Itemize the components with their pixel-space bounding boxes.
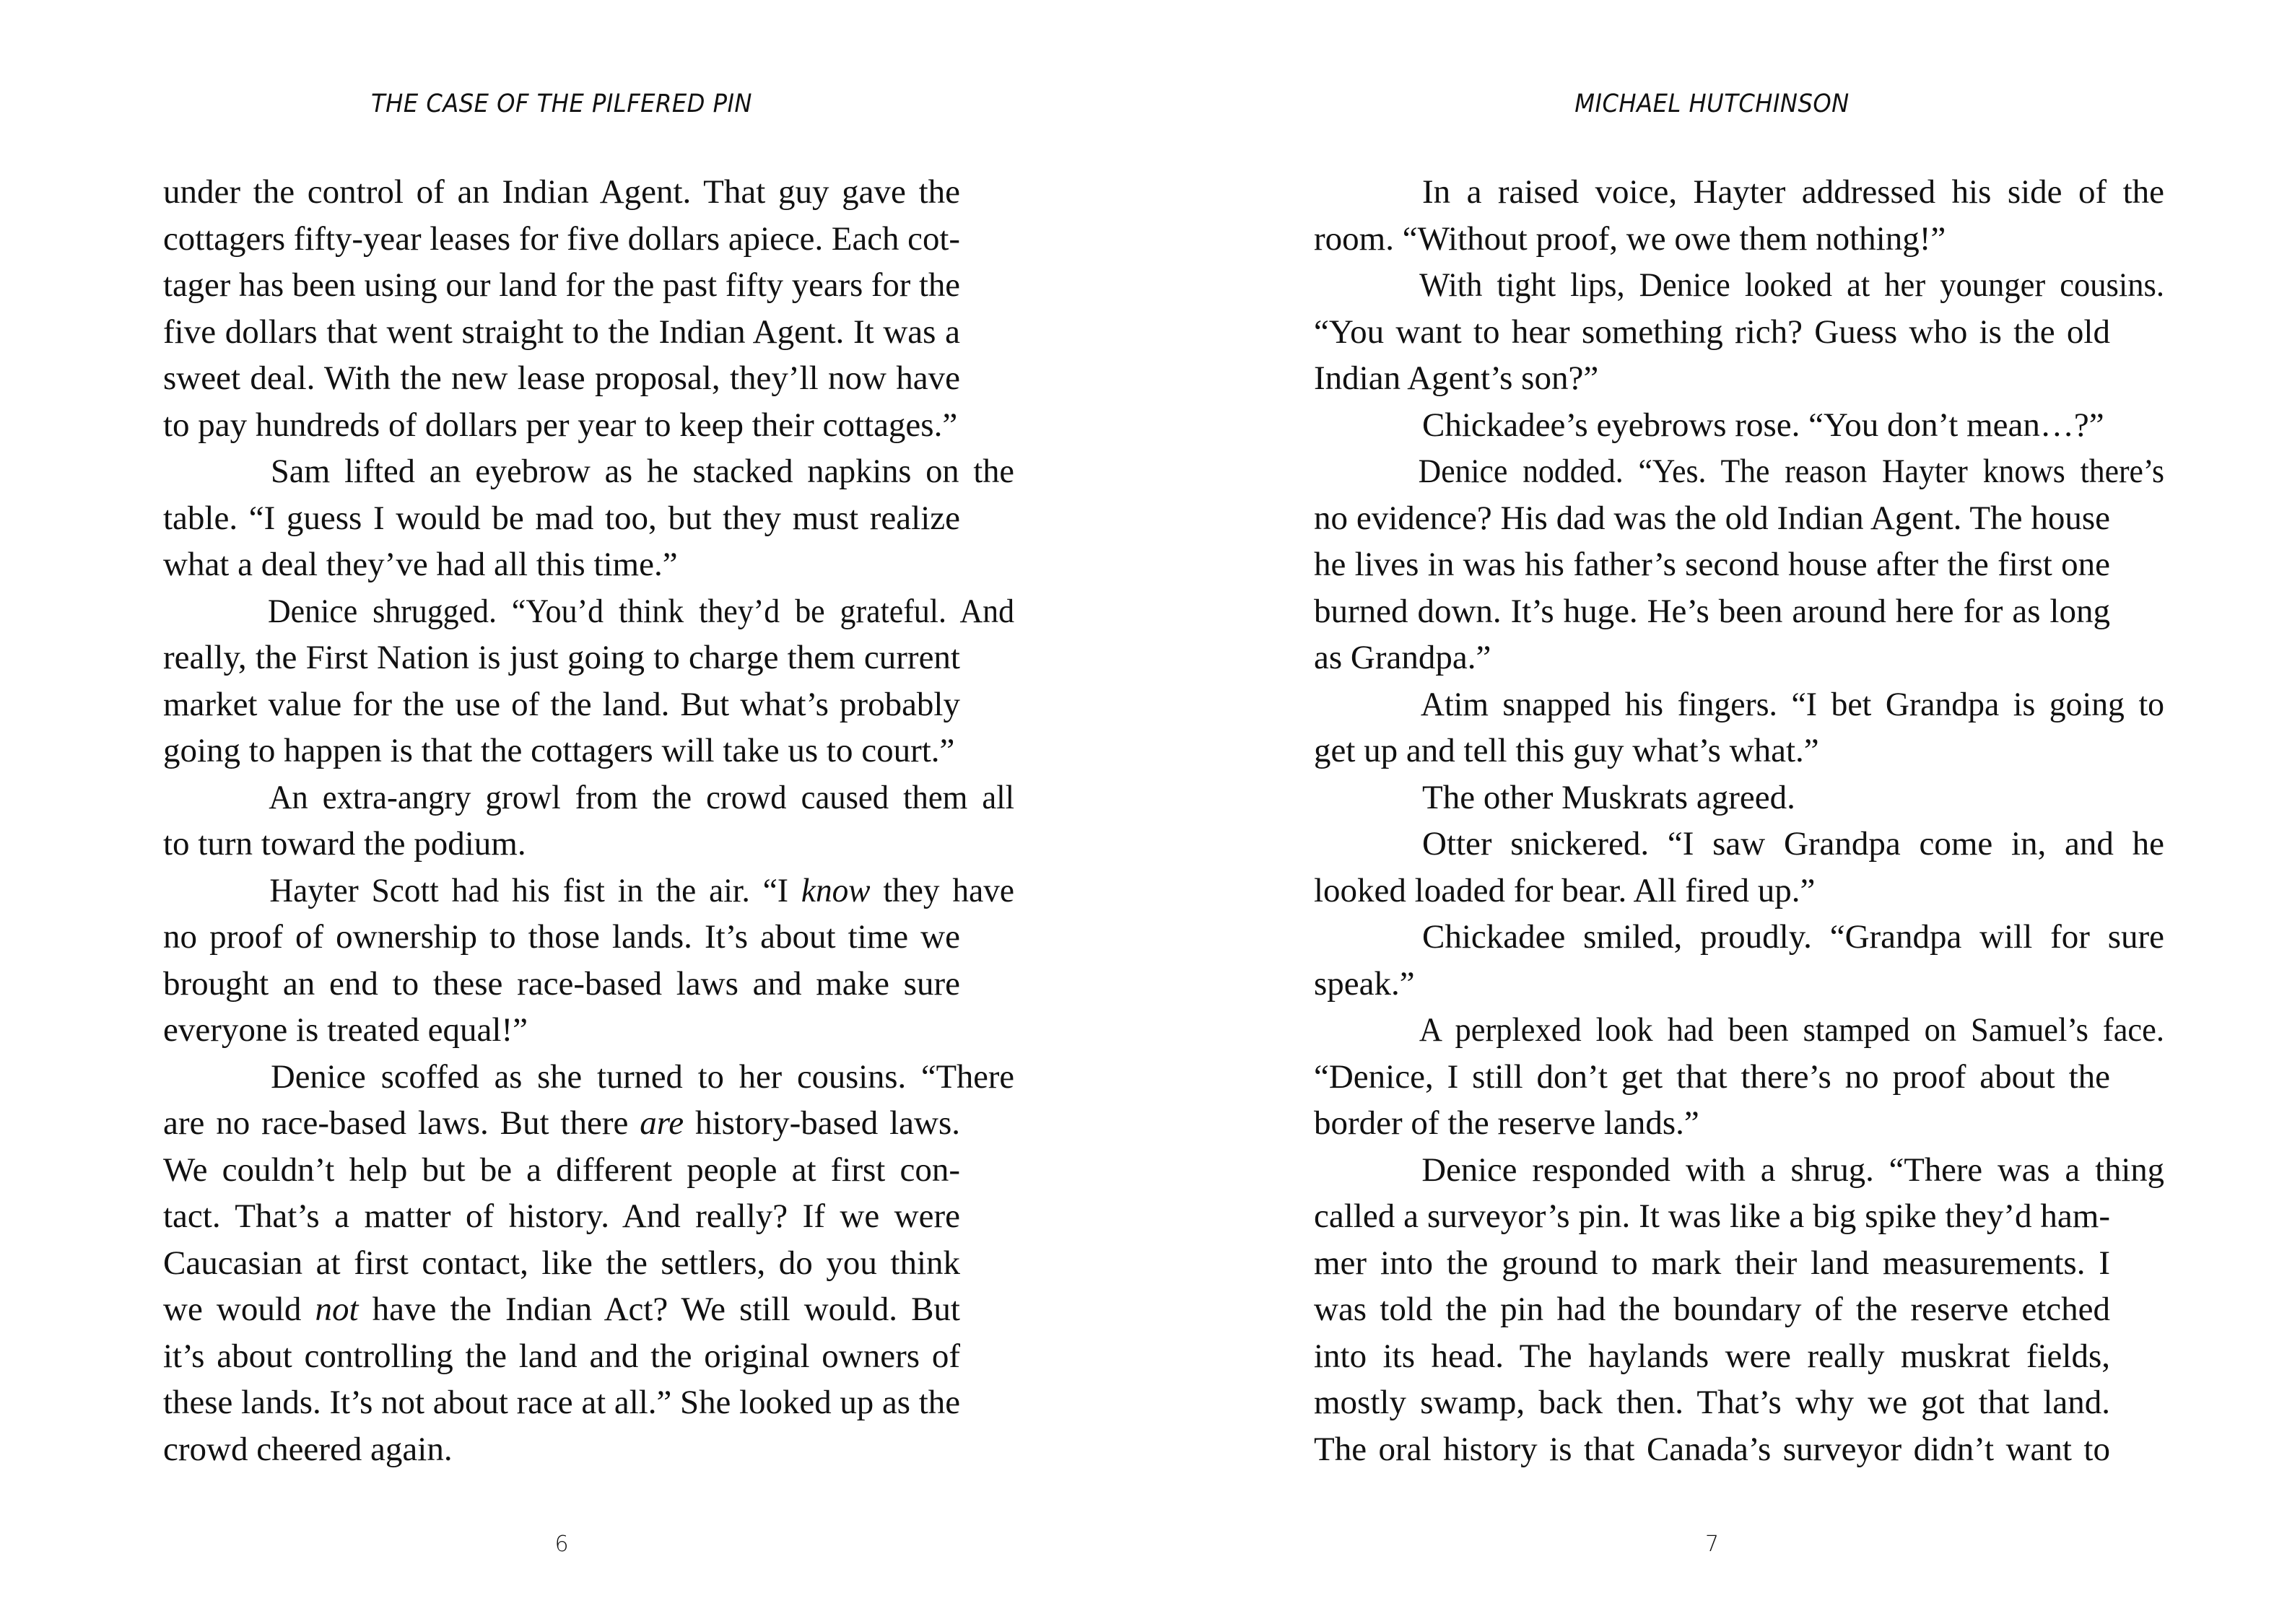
text-line-content xyxy=(163,402,960,449)
text-run: these lands. It’s not about race at all.” She looked up as the xyxy=(163,1384,960,1421)
right-page xyxy=(1137,0,2274,1624)
text-run: everyone is treated equal!” xyxy=(163,1011,528,1049)
text-line xyxy=(1314,448,2164,495)
text-line xyxy=(163,1054,1014,1101)
text-line-content xyxy=(1314,1379,2110,1426)
text-run: The other Muskrats agreed. xyxy=(1422,778,1795,816)
text-line-content xyxy=(1314,1054,2110,1101)
text-run: “You want to hear something rich? Guess who is the old xyxy=(1314,313,2110,351)
text-run: table. “I guess I would be mad too, but they must realize xyxy=(163,499,960,537)
text-line xyxy=(1314,961,2110,1008)
text-line-content xyxy=(1314,355,2110,402)
text-line xyxy=(1314,309,2110,356)
text-line-content xyxy=(1314,634,2110,681)
emphasis-text: not xyxy=(315,1291,359,1328)
text-run: Chickadee smiled, proudly. “Grandpa will for sure xyxy=(1422,918,2164,956)
text-line xyxy=(1314,1240,2110,1287)
text-run: We couldn’t help but be a different people at first con- xyxy=(163,1151,960,1189)
text-run: no evidence? His dad was the old Indian Agent. The house xyxy=(1314,499,2110,537)
running-head-book-title: THE CASE OF THE PILFERED PIN xyxy=(371,90,752,118)
text-line-content xyxy=(163,1240,960,1287)
text-line-content xyxy=(163,1333,960,1380)
text-line-content xyxy=(217,1054,1014,1101)
text-run: mostly swamp, back then. That’s why we got that land. xyxy=(1314,1384,2110,1421)
text-line-content xyxy=(1314,1193,2110,1240)
text-run: Otter snickered. “I saw Grandpa come in, and he xyxy=(1422,825,2164,863)
text-run: Denice nodded. “Yes. The reason Hayter knows there’s xyxy=(1418,453,2164,490)
text-run: history-based laws. xyxy=(684,1104,960,1142)
text-line xyxy=(1314,1147,2164,1194)
text-run: “Denice, I still don’t get that there’s no proof about the xyxy=(1314,1057,2110,1096)
text-line xyxy=(163,821,960,868)
text-line xyxy=(163,262,960,309)
text-line xyxy=(1314,355,2110,402)
text-line-content xyxy=(1368,169,2164,216)
text-line-content xyxy=(1314,1333,2110,1380)
text-run: brought an end to these race-based laws and make sure xyxy=(163,964,960,1003)
text-line xyxy=(163,634,960,681)
text-line-content xyxy=(163,961,960,1008)
text-line-content xyxy=(163,914,960,961)
text-line xyxy=(163,169,960,216)
text-run: into its head. The haylands were really muskrat fields, xyxy=(1314,1337,2110,1375)
text-line-content xyxy=(1368,821,2164,868)
text-line-content xyxy=(1368,262,2164,309)
text-line xyxy=(1314,402,2110,449)
text-line-content xyxy=(1314,868,2110,914)
text-run: Sam lifted an eyebrow as he stacked napkins on the xyxy=(270,453,1014,490)
text-line xyxy=(163,1100,960,1147)
page-number: 7 xyxy=(1704,1532,1720,1557)
text-line-content xyxy=(163,1426,960,1473)
text-run: going to happen is that the cottagers will take us to court.” xyxy=(163,732,955,769)
text-line xyxy=(163,216,960,263)
text-line xyxy=(1314,868,2110,914)
text-line-content xyxy=(1314,728,2110,774)
text-line-content xyxy=(163,728,960,774)
text-run: what a deal they’ve had all this time.” xyxy=(163,546,678,583)
text-line xyxy=(1314,1286,2110,1333)
text-run: we would xyxy=(163,1291,315,1328)
text-run: get up and tell this guy what’s what.” xyxy=(1314,732,1819,769)
text-run: Hayter Scott had his fist in the air. “I xyxy=(269,871,801,909)
text-line-content xyxy=(1314,1426,2110,1473)
text-line xyxy=(1314,1054,2110,1101)
text-line xyxy=(163,309,960,356)
text-run: In a raised voice, Hayter addressed his side of the xyxy=(1422,173,2164,211)
text-line-content xyxy=(163,495,960,542)
text-line-content xyxy=(163,262,960,309)
text-line xyxy=(1314,541,2110,588)
text-line xyxy=(163,774,1015,821)
text-line-content xyxy=(1314,1240,2110,1287)
text-run: are no race-based laws. But there xyxy=(163,1104,640,1142)
text-line-content xyxy=(1314,495,2110,542)
text-line-content xyxy=(1368,402,2164,449)
text-run: Indian Agent’s son?” xyxy=(1314,359,1599,397)
text-line-content xyxy=(163,1100,960,1147)
text-line-content xyxy=(1314,541,2110,588)
text-line xyxy=(163,1240,960,1287)
text-line-content xyxy=(163,1007,960,1054)
text-run: to pay hundreds of dollars per year to keep their cottages.” xyxy=(163,406,958,444)
text-line-content xyxy=(1368,914,2164,961)
text-run: was told the pin had the boundary of the reserve etched xyxy=(1314,1291,2110,1328)
text-line xyxy=(163,495,960,542)
text-line xyxy=(163,1333,960,1380)
text-line xyxy=(163,1193,960,1240)
text-run: five dollars that went straight to the Indian Agent. It was a xyxy=(163,313,960,351)
page-number: 6 xyxy=(554,1532,569,1557)
text-line-content xyxy=(1368,1147,2164,1194)
text-line-content xyxy=(163,1193,960,1240)
text-run: sweet deal. With the new lease proposal, they’ll now have xyxy=(163,359,960,397)
text-line-content xyxy=(1314,1286,2110,1333)
text-line xyxy=(1314,821,2164,868)
text-run: Denice scoffed as she turned to her cousins. “There xyxy=(271,1057,1014,1096)
text-line-content xyxy=(163,1286,960,1333)
text-run: as Grandpa.” xyxy=(1314,639,1491,676)
text-line xyxy=(163,1147,960,1194)
text-line-content xyxy=(1368,774,2164,821)
text-run: they have xyxy=(870,871,1014,909)
text-run: market value for the use of the land. But what’s probably xyxy=(163,685,960,723)
text-line xyxy=(1314,681,2164,728)
text-line-content xyxy=(163,681,960,728)
text-run: crowd cheered again. xyxy=(163,1430,453,1468)
text-line xyxy=(1314,1193,2110,1240)
text-run: Atim snapped his fingers. “I bet Grandpa is going to xyxy=(1420,685,2164,723)
text-run: mer into the ground to mark their land measurements. I xyxy=(1314,1244,2110,1282)
text-line-content xyxy=(217,588,1014,635)
text-run: border of the reserve lands.” xyxy=(1314,1104,1699,1142)
text-line xyxy=(163,1379,960,1426)
text-line xyxy=(1314,495,2110,542)
text-line-content xyxy=(1368,448,2164,495)
text-line xyxy=(1314,1426,2110,1473)
text-line xyxy=(163,914,960,961)
text-line-content xyxy=(1314,961,2110,1008)
text-run: really, the First Nation is just going to charge them current xyxy=(163,639,960,676)
text-run: A perplexed look had been stamped on Samuel’s face. xyxy=(1419,1011,2164,1049)
text-line xyxy=(1314,914,2164,961)
text-line xyxy=(163,448,1014,495)
text-run: Caucasian at first contact, like the settlers, do you think xyxy=(163,1244,960,1282)
text-line-content xyxy=(1314,216,2110,263)
text-line xyxy=(163,681,960,728)
emphasis-text: are xyxy=(640,1104,684,1142)
text-line xyxy=(1314,728,2110,774)
text-run: have the Indian Act? We still would. But xyxy=(358,1291,960,1328)
text-line xyxy=(1314,216,2110,263)
text-line-content xyxy=(163,216,960,263)
text-line xyxy=(163,355,960,402)
text-line-content xyxy=(163,821,960,868)
text-line-content xyxy=(1368,681,2164,728)
running-head-author: MICHAEL HUTCHINSON xyxy=(1574,90,1850,118)
body-text xyxy=(163,169,1015,1472)
text-line xyxy=(163,961,960,1008)
text-run: With tight lips, Denice looked at her younger cousins. xyxy=(1419,266,2164,304)
text-line-content xyxy=(163,355,960,402)
text-run: looked loaded for bear. All fired up.” xyxy=(1314,871,1816,909)
text-run: tact. That’s a matter of history. And really? If we were xyxy=(163,1197,960,1235)
text-line-content xyxy=(163,309,960,356)
text-line xyxy=(163,588,1015,635)
text-line-content xyxy=(1368,1007,2164,1054)
text-line xyxy=(1314,262,2164,309)
text-line xyxy=(1314,634,2110,681)
text-run: cottagers fifty-year leases for five dollars apiece. Each cot- xyxy=(163,219,960,258)
body-text xyxy=(1314,169,2164,1472)
text-line xyxy=(163,868,1014,914)
text-run: called a surveyor’s pin. It was like a big spike they’d ham- xyxy=(1314,1197,2110,1235)
text-line-content xyxy=(163,634,960,681)
text-run: no proof of ownership to those lands. It’s about time we xyxy=(163,918,960,956)
text-line xyxy=(1314,588,2110,635)
text-line-content xyxy=(1314,1100,2110,1147)
text-run: to turn toward the podium. xyxy=(163,825,526,863)
text-line xyxy=(163,1007,960,1054)
text-line xyxy=(163,402,960,449)
text-line xyxy=(1314,1379,2110,1426)
emphasis-text: know xyxy=(801,871,871,909)
text-run: room. “Without proof, we owe them nothing!” xyxy=(1314,219,1946,258)
text-line-content xyxy=(217,448,1014,495)
text-run: The oral history is that Canada’s surveyor didn’t want to xyxy=(1314,1430,2110,1468)
text-line xyxy=(1314,169,2164,216)
text-line-content xyxy=(163,169,960,216)
text-line-content xyxy=(217,868,1014,914)
text-run: tager has been using our land for the past fifty years for the xyxy=(163,266,960,304)
text-line xyxy=(1314,1100,2110,1147)
text-run: speak.” xyxy=(1314,964,1415,1003)
text-line xyxy=(163,1286,960,1333)
text-run: burned down. It’s huge. He’s been around here for as long xyxy=(1314,592,2110,630)
text-line-content xyxy=(1314,309,2110,356)
text-run: Chickadee’s eyebrows rose. “You don’t mean…?” xyxy=(1422,406,2104,444)
text-line xyxy=(163,1426,960,1473)
text-run: under the control of an Indian Agent. That guy gave the xyxy=(163,173,960,211)
text-line-content xyxy=(163,541,960,588)
text-run: Denice responded with a shrug. “There was a thing xyxy=(1421,1151,2164,1189)
text-line-content xyxy=(163,1147,960,1194)
text-run: Denice shrugged. “You’d think they’d be grateful. And xyxy=(267,592,1015,630)
text-line-content xyxy=(217,774,1014,821)
text-run: An extra-angry growl from the crowd caused them all xyxy=(269,778,1015,816)
text-line-content xyxy=(163,1379,960,1426)
text-run: he lives in was his father’s second house after the first one xyxy=(1314,546,2110,583)
text-line xyxy=(163,728,960,774)
text-line-content xyxy=(1314,588,2110,635)
text-line xyxy=(163,541,960,588)
text-line xyxy=(1314,1007,2164,1054)
text-run: it’s about controlling the land and the original owners of xyxy=(163,1337,960,1375)
text-line xyxy=(1314,1333,2110,1380)
text-line xyxy=(1314,774,2110,821)
